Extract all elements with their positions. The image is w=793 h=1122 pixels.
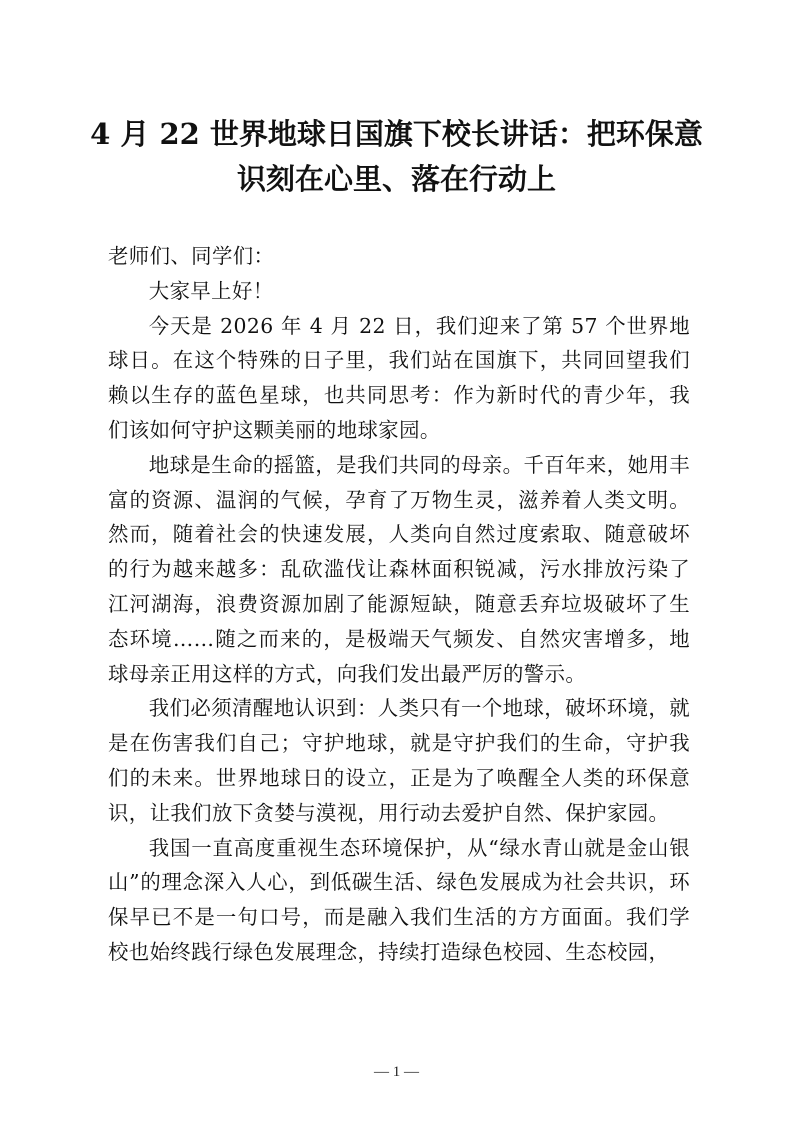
document-title: 4 月 22 世界地球日国旗下校长讲话：把环保意识刻在心里、落在行动上 [90,117,703,196]
paragraph-earth-mother: 地球是生命的摇篮，是我们共同的母亲。千百年来，她用丰富的资源、温润的气候，孕育了万物生灵，滋养着人类文明。然而，随着社会的快速发展，人类向自然过度索取、随意破坏的行为越来越多：乱砍滥伐让森林面积锐减，污水排放污染了江河湖海，浪费资源加剧了能源短缺，随意丢弃垃圾破坏了生态环境……随之而来的，是极端天气频发、自然灾害增多，地球母亲正用这样的方式，向我们发出最严厉的警示。 [108,452,690,686]
document-body [108,239,690,970]
paragraph-greeting: 大家早上好！ [148,278,274,303]
paragraph-intro: 今天是 2026 年 4 月 22 日，我们迎来了第 57 个世界地球日。在这个特殊的日子里，我们站在国旗下，共同回望我们赖以生存的蓝色星球，也共同思考：作为新时代的青少年，我们该如何守护这颗美丽的地球家园。 [108,313,690,442]
paragraph-one-earth: 我们必须清醒地认识到：人类只有一个地球，破坏环境，就是在伤害我们自己；守护地球，就是守护我们的生命，守护我们的未来。世界地球日的设立，正是为了唤醒全人类的环保意识，让我们放下贪婪与漠视，用行动去爱护自然、保护家园。 [108,696,690,825]
salutation: 老师们、同学们： [108,244,275,268]
page-number: — 1 — [374,1064,419,1080]
paragraph-green-development: 我国一直高度重视生态环境保护，从“绿水青山就是金山银山”的理念深入人心，到低碳生活、绿色发展成为社会共识，环保早已不是一句口号，而是融入我们生活的方方面面。我们学校也始终践行绿色发展理念，持续打造绿色校园、生态校园， [108,835,690,964]
